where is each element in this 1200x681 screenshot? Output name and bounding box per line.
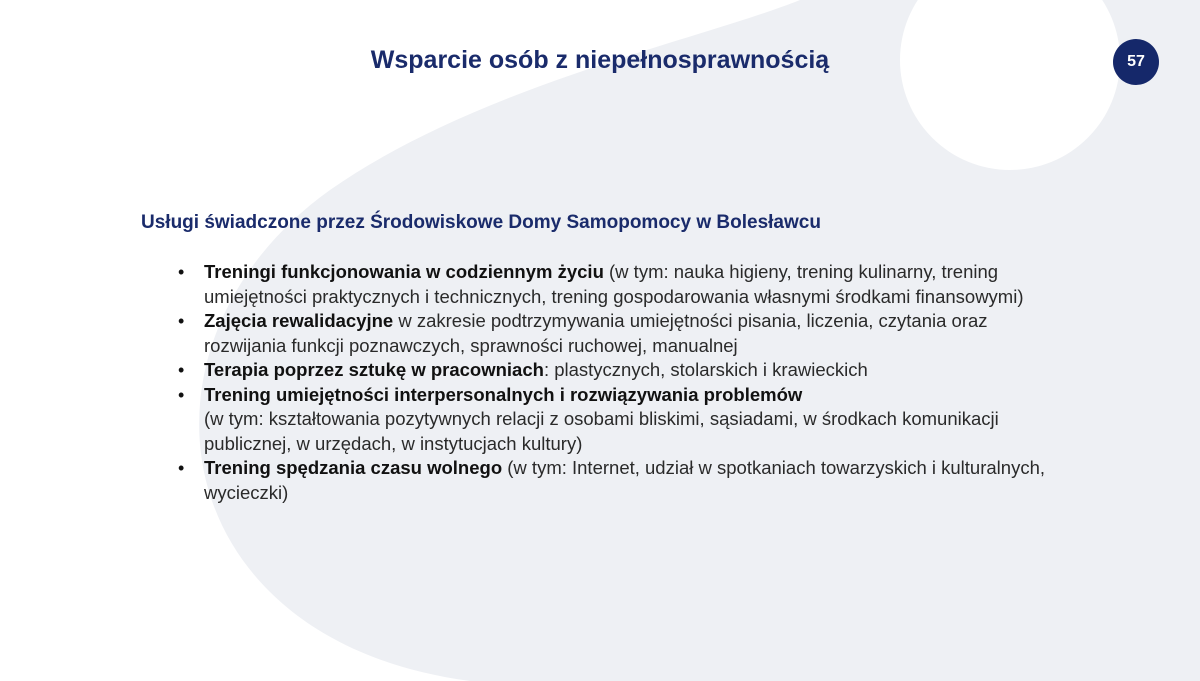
list-item [178, 358, 1058, 383]
bullet-icon: • [178, 360, 185, 380]
section-subtitle: Usługi świadczone przez Środowiskowe Domy Samopomocy w Bolesławcu [141, 212, 821, 233]
list-item-heading: Treningi funkcjonowania w codziennym życiu [204, 261, 604, 282]
list-item [178, 456, 1058, 505]
list-item [178, 309, 1058, 358]
list-item-heading: Terapia poprzez sztukę w pracowniach [204, 359, 544, 380]
list-item-heading: Trening spędzania czasu wolnego [204, 457, 503, 478]
bullet-icon: • [178, 311, 185, 331]
list-item [178, 260, 1058, 309]
slide-title: Wsparcie osób z niepełnosprawnością [370, 46, 830, 74]
services-list [178, 260, 1058, 505]
bullet-icon: • [178, 384, 185, 405]
list-item [178, 383, 1058, 457]
list-item-heading: Trening umiejętności interpersonalnych i rozwiązywania problemów [204, 383, 803, 405]
list-item-text: : plastycznych, stolarskich i krawieckich [543, 359, 868, 380]
list-item-text: w zakresie podtrzymywania umiejętności pisania, liczenia, czytania oraz rozwijania funkcji poznawczych, sprawności ruchowej, manualnej [204, 310, 988, 356]
list-item-text: (w tym: kształtowania pozytywnych relacji z osobami bliskimi, sąsiadami, w środkach komunikacji publicznej, w urzędach, w instytucjach kultury) [204, 408, 999, 454]
page-number-badge: 57 [1113, 39, 1159, 85]
list-item-heading: Zajęcia rewalidacyjne [204, 310, 394, 331]
bullet-icon: • [178, 458, 185, 478]
list-item-text: (w tym: nauka higieny, trening kulinarny, trening umiejętności praktycznych i technicznych, trening gospodarowania własnymi środkami finansowymi) [204, 261, 1024, 307]
bullet-icon: • [178, 262, 185, 282]
list-item-text: (w tym: Internet, udział w spotkaniach towarzyskich i kulturalnych, wycieczki) [204, 457, 1046, 503]
